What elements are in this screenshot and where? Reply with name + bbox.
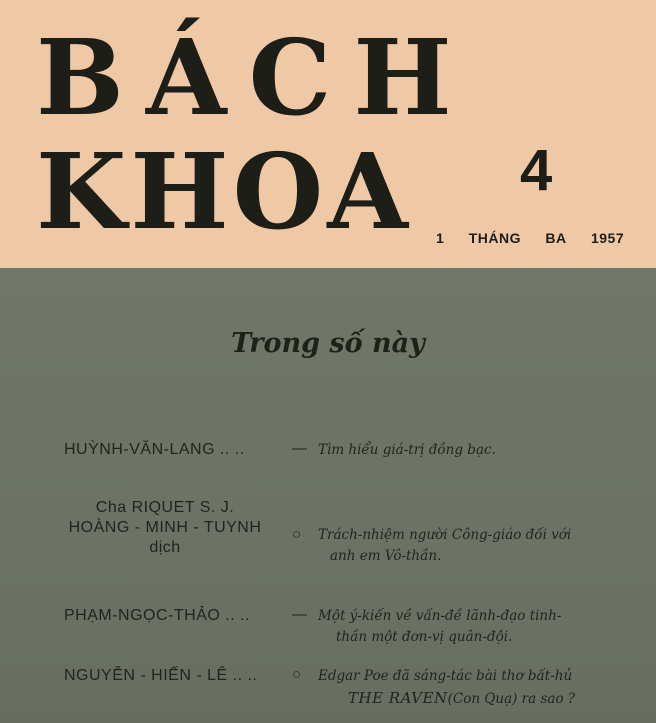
issue-date bbox=[436, 230, 624, 246]
entry-author: HUỲNH-VĂN-LANG .. .. bbox=[64, 441, 245, 458]
entry-translator-note: dịch bbox=[149, 539, 181, 556]
issue-date-month-word: THÁNG bbox=[468, 230, 521, 246]
entry-author: PHẠM-NGỌC-THẢO .. .. bbox=[64, 607, 250, 624]
issue-number: 4 bbox=[520, 138, 553, 203]
article-title-line: Edgar Poe đã sáng-tác bài thơ bất-hủ bbox=[318, 668, 573, 684]
magazine-title-line-2: KHOA bbox=[36, 130, 412, 253]
entry-dash-marker: — bbox=[292, 440, 307, 457]
article-title-caps: THE RAVEN bbox=[348, 688, 448, 707]
article-title-rest: (Con Quạ) ra sao ? bbox=[447, 690, 576, 707]
article-title-line: Một ý-kiến về vấn-đề lãnh-đạo tinh- bbox=[318, 608, 562, 624]
issue-date-day: 1 bbox=[436, 230, 445, 246]
entry-author-line: Cha RIQUET S. J. bbox=[95, 499, 235, 516]
issue-date-year: 1957 bbox=[590, 230, 625, 246]
entry-dash-marker: — bbox=[292, 606, 307, 623]
article-title-line-2 bbox=[318, 687, 575, 710]
entry-author: NGUYỄN - HIẾN - LÊ .. .. bbox=[64, 667, 258, 684]
entry-circle-marker: ○ bbox=[292, 526, 302, 543]
magazine-title-line-1: BÁCH bbox=[36, 16, 474, 139]
article-title-line: Tìm hiểu giá-trị đồng bạc. bbox=[318, 442, 496, 458]
entry-article-title bbox=[318, 525, 571, 567]
article-title-line: Trách-nhiệm người Công-giáo đối với bbox=[318, 527, 572, 543]
entry-article-title bbox=[318, 606, 561, 648]
entry-article-title bbox=[318, 440, 496, 461]
contents-heading: Trong số này bbox=[231, 328, 425, 359]
entry-author-block bbox=[50, 498, 280, 558]
article-title-line: thần một đơn-vị quân-đội. bbox=[336, 628, 513, 645]
entry-article-title bbox=[318, 666, 575, 710]
table-of-contents bbox=[0, 268, 656, 723]
issue-date-month: BA bbox=[545, 230, 567, 246]
article-title-line: anh em Vô-thần. bbox=[330, 547, 442, 564]
masthead bbox=[0, 0, 656, 268]
entry-circle-marker: ○ bbox=[292, 666, 302, 683]
entry-author-line: HOÀNG - MINH - TUYNH bbox=[68, 519, 262, 536]
